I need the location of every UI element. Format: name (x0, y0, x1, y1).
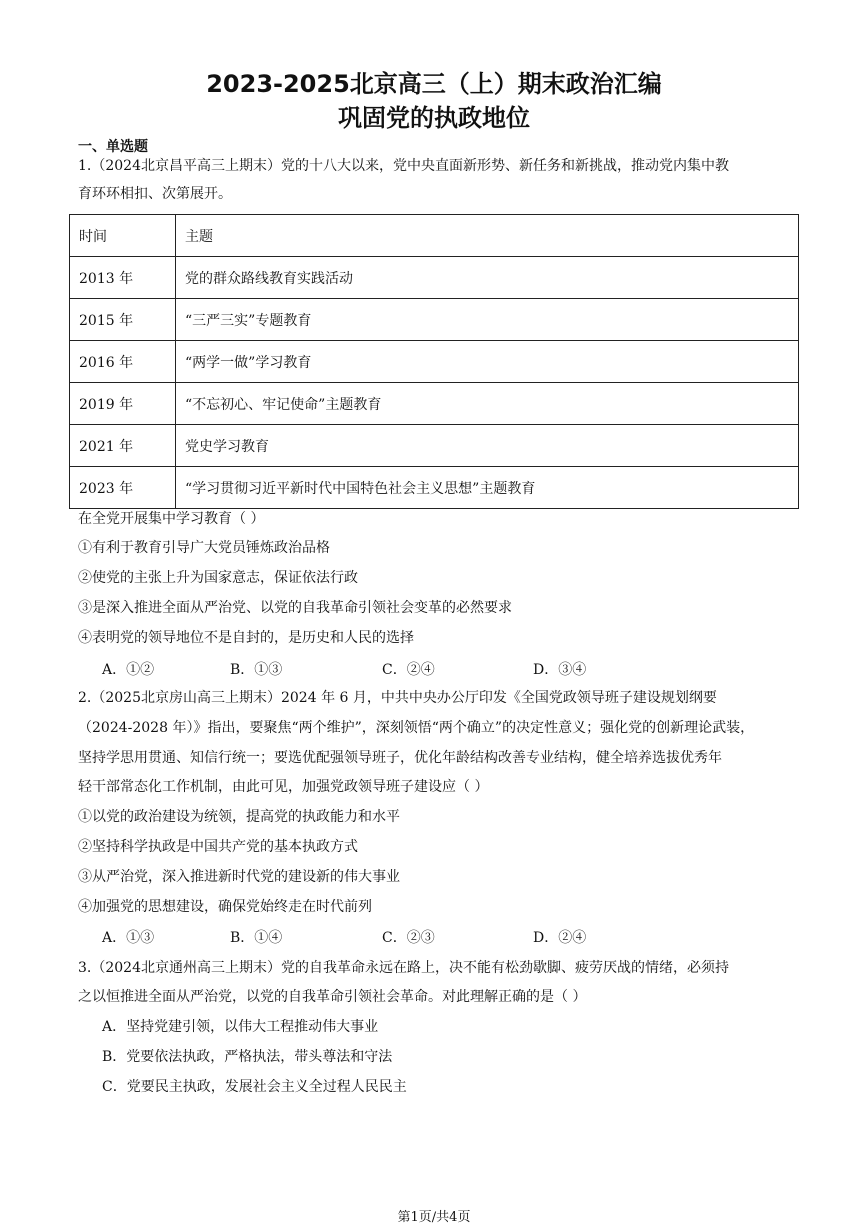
q2-item: ②坚持科学执政是中国共产党的基本执政方式 (78, 839, 358, 855)
table-cell-year: 2015 年 (70, 299, 176, 341)
q2-option-b: B．①④ (230, 930, 283, 946)
q3-line: 之以恒推进全面从严治党，以党的自我革命引领社会革命。对此理解正确的是（ ） (78, 989, 587, 1005)
q2-option-c: C．②③ (382, 930, 435, 946)
table-row (70, 299, 799, 341)
table-header-cell: 时间 (70, 215, 176, 257)
q1-item: ④表明党的领导地位不是自封的，是历史和人民的选择 (78, 630, 414, 646)
q2-option-a: A．①③ (102, 930, 155, 946)
q3-option-b: B．党要依法执政，严格执法，带头尊法和守法 (102, 1049, 393, 1065)
q1-table (69, 214, 799, 509)
q1-line-2: 育环环相扣、次第展开。 (78, 186, 232, 202)
table-cell-theme: “学习贯彻习近平新时代中国特色社会主义思想”主题教育 (176, 467, 799, 509)
q2-line: 坚持学思用贯通、知信行统一；要选优配强领导班子，优化年龄结构改善专业结构，健全培养选拔优秀年 (78, 750, 722, 766)
q1-option-a: A．①② (102, 662, 155, 678)
table-header-cell: 主题 (176, 215, 799, 257)
table-cell-theme: “两学一做”学习教育 (176, 341, 799, 383)
q2-item: ①以党的政治建设为统领，提高党的执政能力和水平 (78, 809, 400, 825)
table-row (70, 425, 799, 467)
table-cell-year: 2013 年 (70, 257, 176, 299)
q1-item: ②使党的主张上升为国家意志，保证依法行政 (78, 570, 358, 586)
page-footer: 第1页/共4页 (397, 1210, 471, 1225)
document-title: 2023-2025北京高三（上）期末政治汇编 (206, 70, 662, 98)
table-cell-year: 2023 年 (70, 467, 176, 509)
q2-line: 轻干部常态化工作机制，由此可见，加强党政领导班子建设应（ ） (78, 779, 489, 795)
q1-line-1: 1.（2024北京昌平高三上期末）党的十八大以来，党中央直面新形势、新任务和新挑战，推动党内集中教 (78, 158, 729, 174)
document-subtitle: 巩固党的执政地位 (338, 104, 530, 132)
q1-option-c: C．②④ (382, 662, 435, 678)
q2-line: （2024-2028 年）》指出，要聚焦“两个维护”，深刻领悟“两个确立”的决定性意义；强化党的创新理论武装， (78, 720, 755, 736)
table-row (70, 341, 799, 383)
q1-item: ③是深入推进全面从严治党、以党的自我革命引领社会变革的必然要求 (78, 600, 512, 616)
table-row (70, 467, 799, 509)
q2-line: 2.（2025北京房山高三上期末）2024 年 6 月，中共中央办公厅印发《全国党政领导班子建设规划纲要 (78, 690, 717, 706)
q1-item: ①有利于教育引导广大党员锤炼政治品格 (78, 540, 330, 556)
table-cell-year: 2019 年 (70, 383, 176, 425)
q3-option-a: A．坚持党建引领，以伟大工程推动伟大事业 (102, 1019, 379, 1035)
q2-item: ④加强党的思想建设，确保党始终走在时代前列 (78, 899, 372, 915)
q3-line: 3.（2024北京通州高三上期末）党的自我革命永远在路上，决不能有松劲歇脚、疲劳厌战的情绪，必须持 (78, 960, 729, 976)
q1-option-d: D．③④ (533, 662, 587, 678)
q1-stem: 在全党开展集中学习教育（ ） (78, 511, 265, 527)
table-cell-theme: “三严三实”专题教育 (176, 299, 799, 341)
q1-option-b: B．①③ (230, 662, 283, 678)
table-row (70, 383, 799, 425)
table-cell-theme: “不忘初心、牢记使命”主题教育 (176, 383, 799, 425)
q3-option-c: C．党要民主执政，发展社会主义全过程人民民主 (102, 1079, 407, 1095)
table-cell-year: 2021 年 (70, 425, 176, 467)
table-cell-theme: 党史学习教育 (176, 425, 799, 467)
table-row (70, 257, 799, 299)
table-cell-year: 2016 年 (70, 341, 176, 383)
table-cell-theme: 党的群众路线教育实践活动 (176, 257, 799, 299)
table-header-row (70, 215, 799, 257)
section-heading: 一、单选题 (78, 139, 148, 155)
q2-item: ③从严治党，深入推进新时代党的建设新的伟大事业 (78, 869, 400, 885)
q2-option-d: D．②④ (533, 930, 587, 946)
